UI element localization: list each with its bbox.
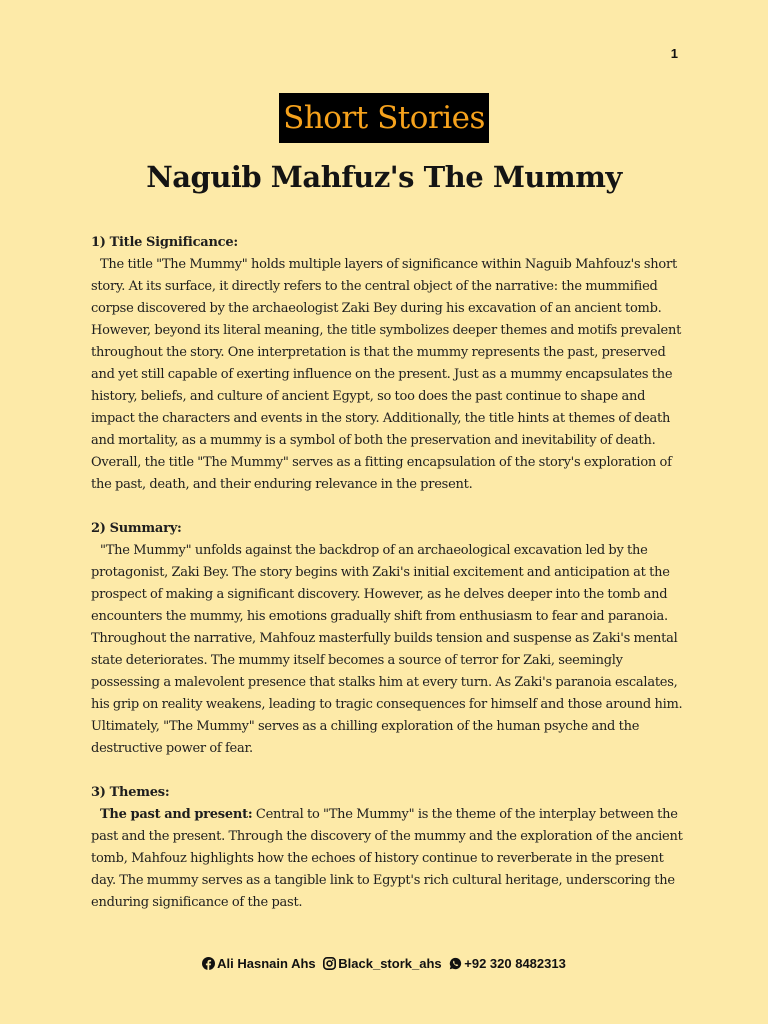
section-heading: 1) Title Significance: [91, 235, 238, 250]
facebook-name: Ali Hasnain Ahs [217, 956, 316, 971]
facebook-icon [202, 957, 215, 970]
section-summary [91, 518, 683, 760]
section-paragraph: The title "The Mummy" holds multiple layers of significance within Naguib Mahfouz's short story. At its surface, it directly refers to the central object of the narrative: the mummified corpse discovered by the archaeologist Zaki Bey during his excavation of an ancient tomb. However, beyond its literal meaning, the title symbolizes deeper themes and motifs prevalent throughout the story. One interpretation is that the mummy represents the past, preserved and yet still capable of exerting influence on the present. Just as a mummy encapsulates the history, beliefs, and culture of ancient Egypt, so too does the past continue to shape and impact the characters and events in the story. Additionally, the title hints at themes of death and mortality, as a mummy is a symbol of both the preservation and inevitability of death. Overall, the title "The Mummy" serves as a fitting encapsulation of the story's exploration of the past, death, and their enduring relevance in the present. [91, 257, 682, 492]
section-paragraph [91, 804, 683, 914]
section-heading: 2) Summary: [91, 521, 182, 536]
whatsapp-contact[interactable] [449, 956, 566, 971]
section-themes [91, 782, 683, 914]
document-title: Naguib Mahfuz's The Mummy [146, 160, 622, 194]
facebook-contact[interactable] [202, 956, 315, 971]
section-heading: 3) Themes: [91, 785, 170, 800]
category-banner: Short Stories [279, 93, 489, 143]
section-paragraph: "The Mummy" unfolds against the backdrop of an archaeological excavation led by the protagonist, Zaki Bey. The story begins with Zaki's initial excitement and anticipation at the prospect of making a significant discovery. However, as he delves deeper into the tomb and encounters the mummy, his emotions gradually shift from enthusiasm to fear and paranoia. Throughout the narrative, Mahfouz masterfully builds tension and suspense as Zaki's mental state deteriorates. The mummy itself becomes a source of terror for Zaki, seemingly possessing a malevolent presence that stalks him at every turn. As Zaki's paranoia escalates, his grip on reality weakens, leading to tragic consequences for himself and those around him. Ultimately, "The Mummy" serves as a chilling exploration of the human psyche and the destructive power of fear. [91, 543, 683, 756]
banner-container [0, 93, 768, 143]
section-title-significance [91, 232, 683, 496]
instagram-contact[interactable] [323, 956, 441, 971]
page-number: 1 [670, 46, 678, 61]
theme-lead-label: The past and present: [100, 807, 253, 822]
contact-footer [0, 956, 768, 973]
instagram-icon [323, 957, 336, 970]
document-body [91, 232, 683, 936]
whatsapp-number: +92 320 8482313 [464, 956, 566, 971]
whatsapp-icon [449, 957, 462, 970]
theme-text: Central to "The Mummy" is the theme of the interplay between the past and the present. Through the discovery of the mummy and the exploration of the ancient tomb, Mahfouz highlights how the echoes of history continue to reverberate in the present day. The mummy serves as a tangible link to Egypt's rich cultural heritage, underscoring the enduring significance of the past. [91, 807, 683, 910]
instagram-handle: Black_stork_ahs [338, 956, 442, 971]
